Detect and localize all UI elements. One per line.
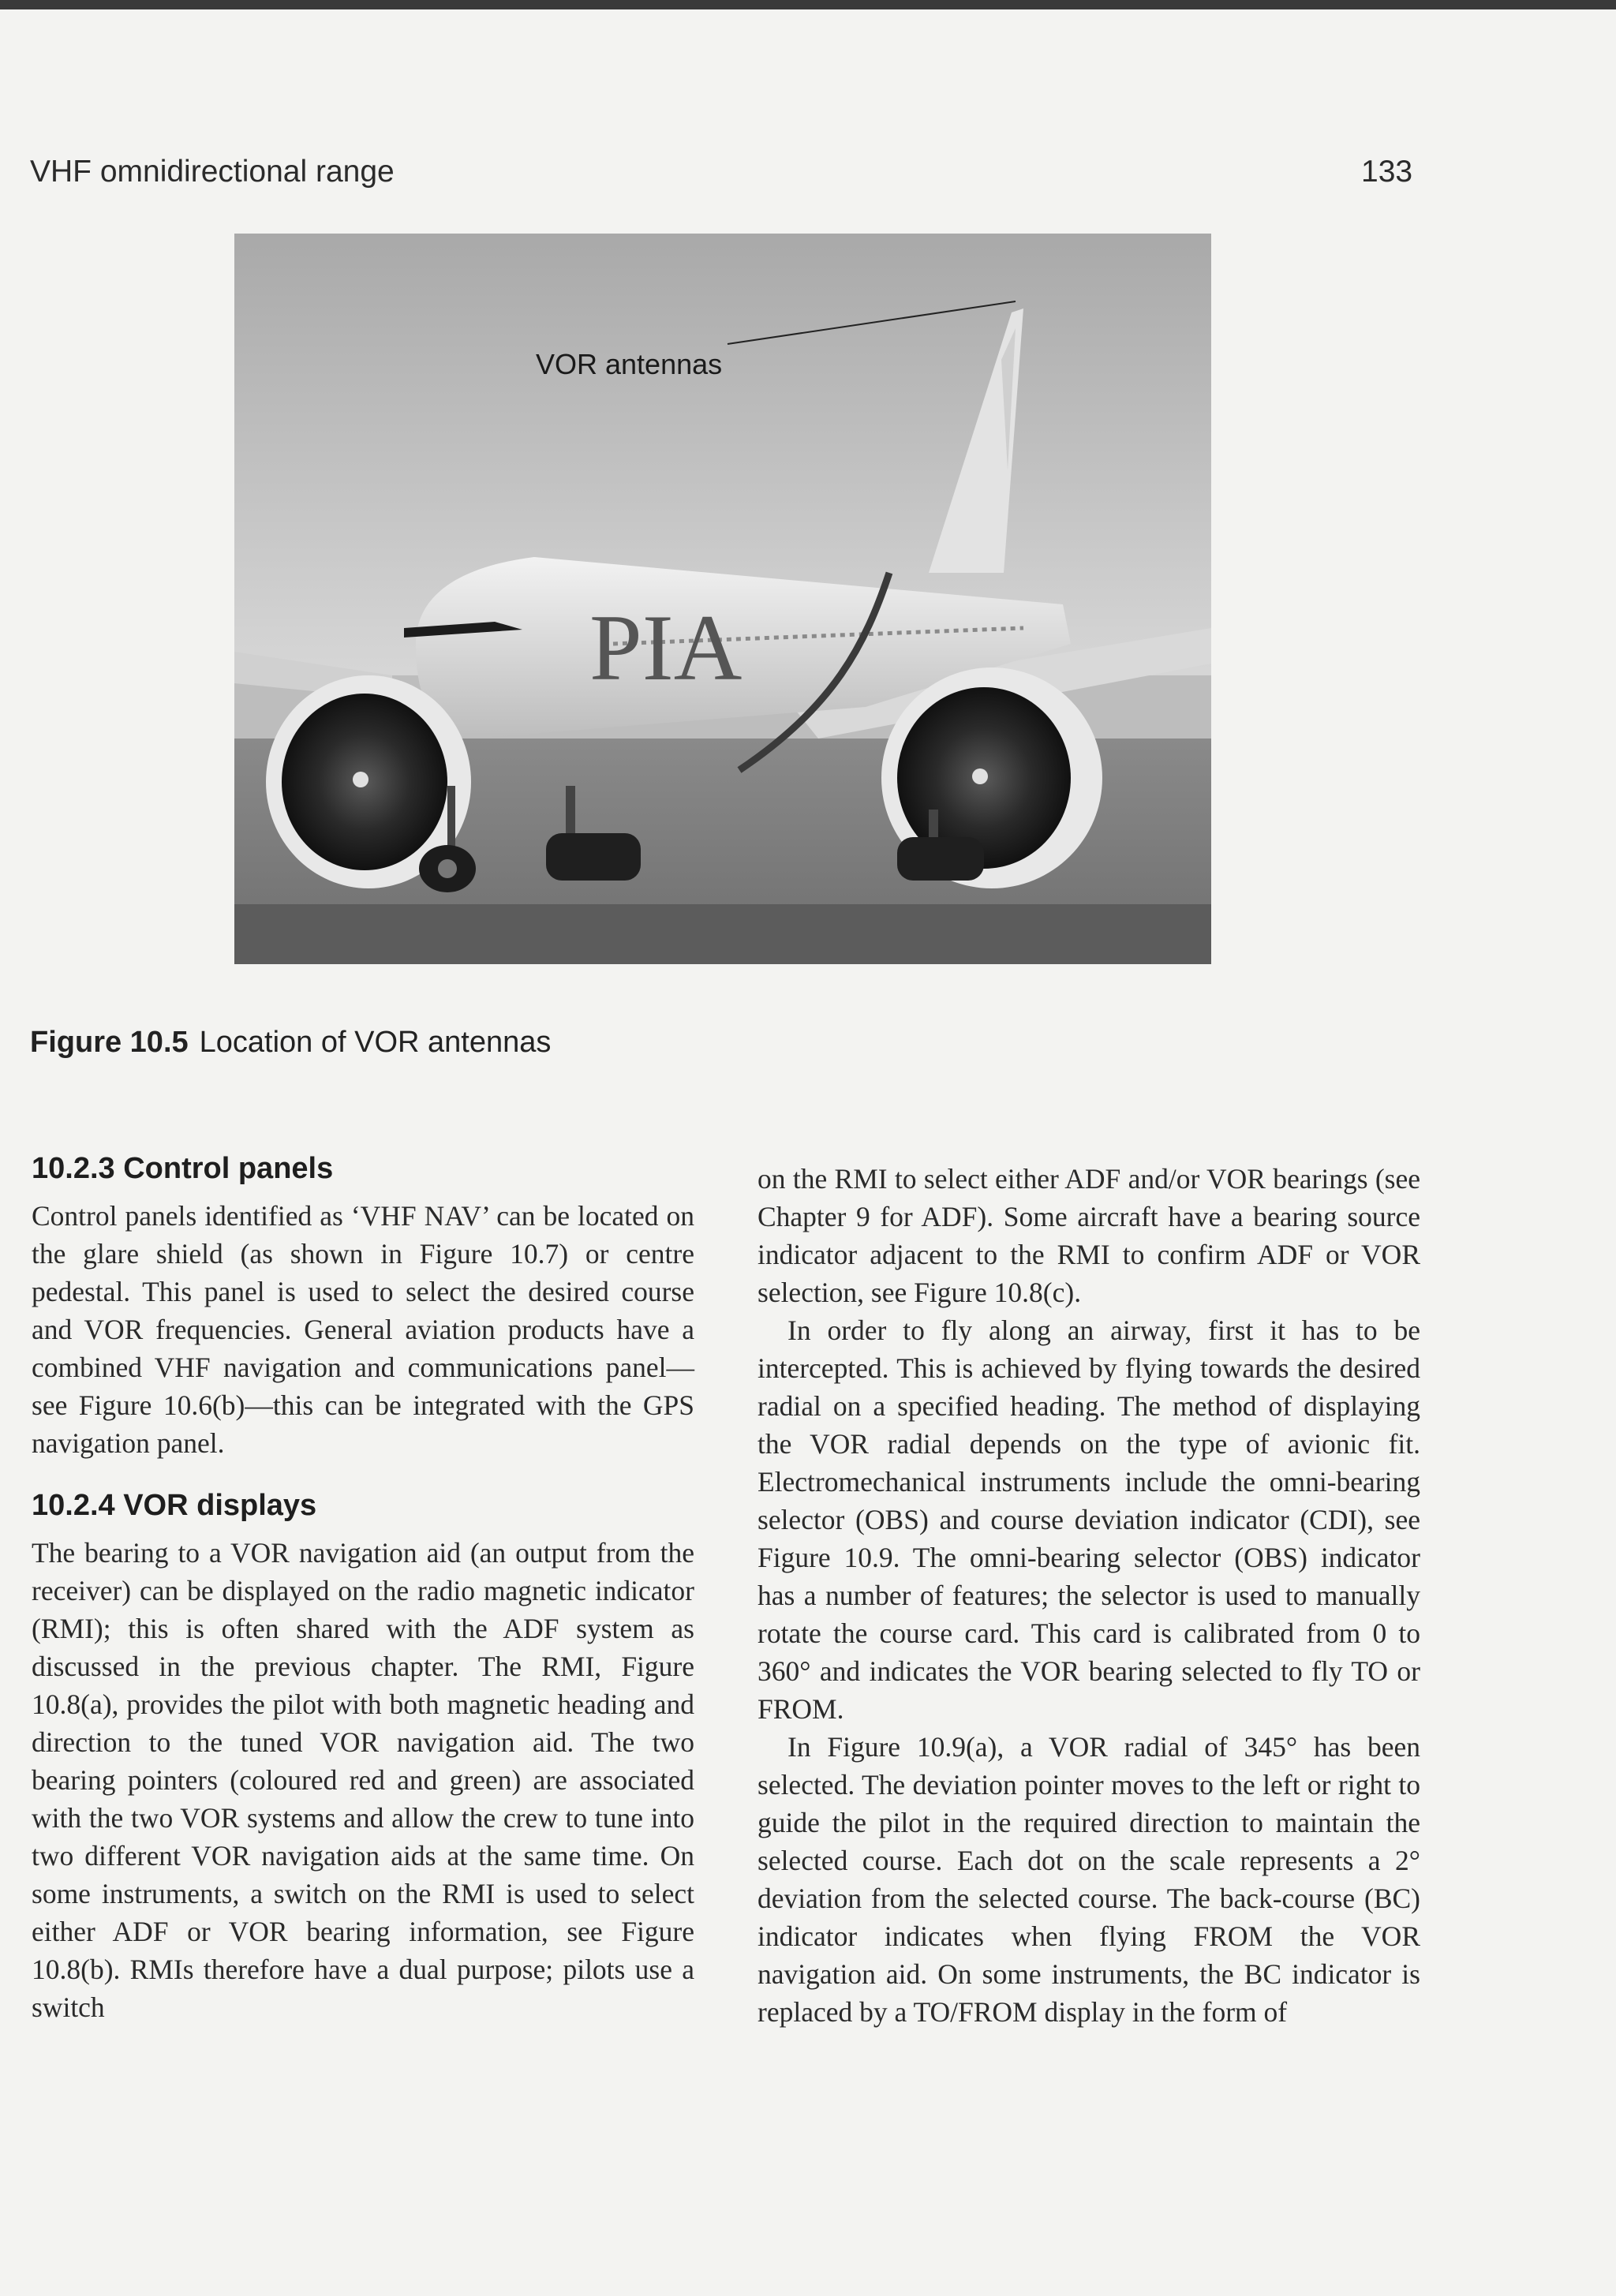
- aircraft-photo: [234, 234, 1211, 964]
- livery-text: PIA: [589, 595, 743, 700]
- rmi-paragraph: on the RMI to select either ADF and/or VOR bearings (see Chapter 9 for ADF). Some aircraft have a bearing source indicator adjacent to the RMI to confirm ADF or VOR selection, see Figure 10.8(c).: [758, 1163, 1420, 1308]
- left-column: [32, 1152, 694, 2026]
- section-heading-control-panels: 10.2.3 Control panels: [32, 1152, 334, 1185]
- vor-displays-paragraph: The bearing to a VOR navigation aid (an output from the receiver) can be displayed on the radio magnetic indicator (RMI); this is often shared with the ADF system as discussed in the previous chapter. The RMI, Figure 10.8(a), provides the pilot with both magnetic heading and direction to the tuned VOR navigation aid. The two bearing pointers (coloured red and green) are associated with the two VOR systems and allow the crew to tune into two different VOR navigation aids at the same time. On some instruments, a switch on the RMI is used to select either ADF or VOR bearing information, see Figure 10.8(b). RMIs therefore have a dual purpose; pilots use a switch: [32, 1537, 694, 2023]
- figure-caption: [30, 1026, 551, 1060]
- running-header: VHF omnidirectional range: [30, 155, 395, 189]
- airway-paragraph: In order to fly along an airway, first it has to be intercepted. This is achieved by flying towards the desired radial on a specified heading. The method of displaying the VOR radial depends on the type of avionic fit. Electromechanical instruments include the omni-bearing selector (OBS) and course deviation indicator (CDI), see Figure 10.9. The omni-bearing selector (OBS) indicator has a number of features; the selector is used to manually rotate the course card. This card is calibrated from 0 to 360° and indicates the VOR bearing selected to fly TO or FROM.: [758, 1314, 1420, 1725]
- control-panels-paragraph: Control panels identified as ‘VHF NAV’ can be located on the glare shield (as shown in Figure 10.7) or centre pedestal. This panel is used to select the desired course and VOR frequencies. General aviation products have a combined VHF navigation and communications panel—see Figure 10.6(b)—this can be integrated with the GPS navigation panel.: [32, 1200, 694, 1459]
- right-column: [758, 1160, 1420, 2031]
- radial-paragraph: In Figure 10.9(a), a VOR radial of 345° has been selected. The deviation pointer moves to the left or right to guide the pilot in the required direction to maintain the selected course. Each dot on the scale represents a 2° deviation from the selected course. The back-course (BC) indicator indicates when flying FROM the VOR navigation aid. On some instruments, the BC indicator is replaced by a TO/FROM display in the form of: [758, 1731, 1420, 2028]
- vor-antennas-callout: VOR antennas: [536, 348, 723, 380]
- page-number: 133: [1361, 155, 1413, 189]
- caption-text: Location of VOR antennas: [199, 1026, 552, 1059]
- caption-label: Figure 10.5: [30, 1026, 189, 1059]
- page-top-edge: [0, 0, 1616, 9]
- section-heading-vor-displays: 10.2.4 VOR displays: [32, 1489, 317, 1522]
